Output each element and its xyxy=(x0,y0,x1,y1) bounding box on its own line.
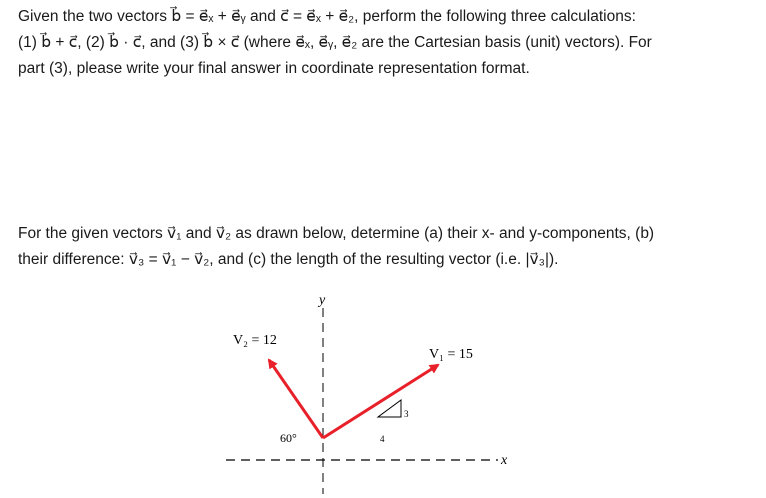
problem-1-text xyxy=(18,4,748,82)
problem-2-line-2: their difference: v⃗₃ = v⃗₁ − v⃗₂, and (c) the length of the resulting vector (i.e. |v⃗₃|). xyxy=(18,251,559,268)
angle-label: 60° xyxy=(280,431,297,445)
triangle-horizontal-label: 4 xyxy=(380,434,385,444)
problem-1-line-1: Given the two vectors b⃗ = e⃗ₓ + e⃗ᵧ and c⃗ = e⃗ₓ + e⃗₂, perform the following three calculations: xyxy=(18,8,636,25)
problem-2-text xyxy=(18,221,748,273)
vector-v2-arrow xyxy=(269,360,323,438)
problem-2-line-1: For the given vectors v⃗₁ and v⃗₂ as drawn below, determine (a) their x- and y-components, (b) xyxy=(18,225,655,242)
vector-v1-arrow xyxy=(323,365,438,438)
v2-label: V₂ = 12 xyxy=(233,333,277,348)
triangle-vertical-label: 3 xyxy=(404,409,409,419)
v1-label: V₁ = 15 xyxy=(429,347,473,362)
vector-diagram xyxy=(216,286,516,498)
x-axis-label: x xyxy=(501,453,508,468)
problem-1-line-2: (1) b⃗ + c⃗, (2) b⃗ · c⃗, and (3) b⃗ × c⃗ (where e⃗ₓ, e⃗ᵧ, e⃗₂ are the Cartesian basis (unit) vectors). For xyxy=(18,34,652,51)
y-axis-label: y xyxy=(319,293,326,308)
problem-1-line-3: part (3), please write your final answer in coordinate representation format. xyxy=(18,60,530,77)
